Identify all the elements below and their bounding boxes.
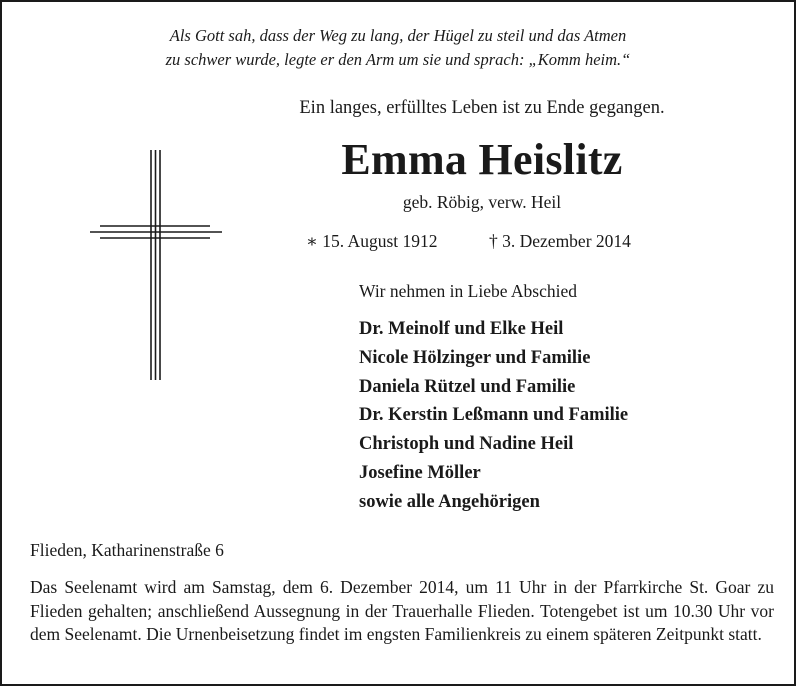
subtitle: Ein langes, erfülltes Leben ist zu Ende gegangen.: [299, 98, 665, 118]
mourner-item: Dr. Meinolf und Elke Heil: [359, 319, 564, 339]
address: Flieden, Katharinenstraße 6: [30, 540, 224, 560]
death-date: † 3. Dezember 2014: [489, 231, 631, 251]
mourner-item: Christoph und Nadine Heil: [359, 434, 574, 455]
mourner-item: sowie alle Angehörigen: [359, 491, 540, 512]
motto-line-1: Als Gott sah, dass der Weg zu lang, der Hügel zu steil und das Atmen: [169, 26, 627, 45]
mourner-item: Josefine Möller: [359, 462, 481, 483]
motto: [2, 24, 794, 72]
mourners-list: [359, 315, 628, 517]
birth-date: ∗ 15. August 1912: [306, 231, 438, 251]
deceased-name: Emma Heislitz: [341, 135, 623, 184]
mourner-item: Dr. Kerstin Leßmann und Familie: [359, 405, 629, 426]
maiden-names: geb. Röbig, verw. Heil: [402, 192, 562, 212]
farewell-line: Wir nehmen in Liebe Abschied: [359, 281, 577, 301]
motto-line-2: zu schwer wurde, legte er den Arm um sie und sprach: „Komm heim.“: [165, 50, 631, 69]
mourner-item: Daniela Rützel und Familie: [359, 376, 576, 397]
cross-icon: [90, 150, 222, 380]
service-notice: Das Seelenamt wird am Samstag, dem 6. Dezember 2014, um 11 Uhr in der Pfarrkirche St. Goar zu Flieden gehalten; anschließend Aussegnung in der Trauerhalle Flieden. Totengebet ist um 10.30 Uhr vor dem Seelenamt. Die Urnenbeisetzung findet im engsten Familienkreis zu einem späteren Zeitpunkt statt.: [30, 577, 774, 644]
mourner-item: Nicole Hölzinger und Familie: [359, 347, 591, 368]
